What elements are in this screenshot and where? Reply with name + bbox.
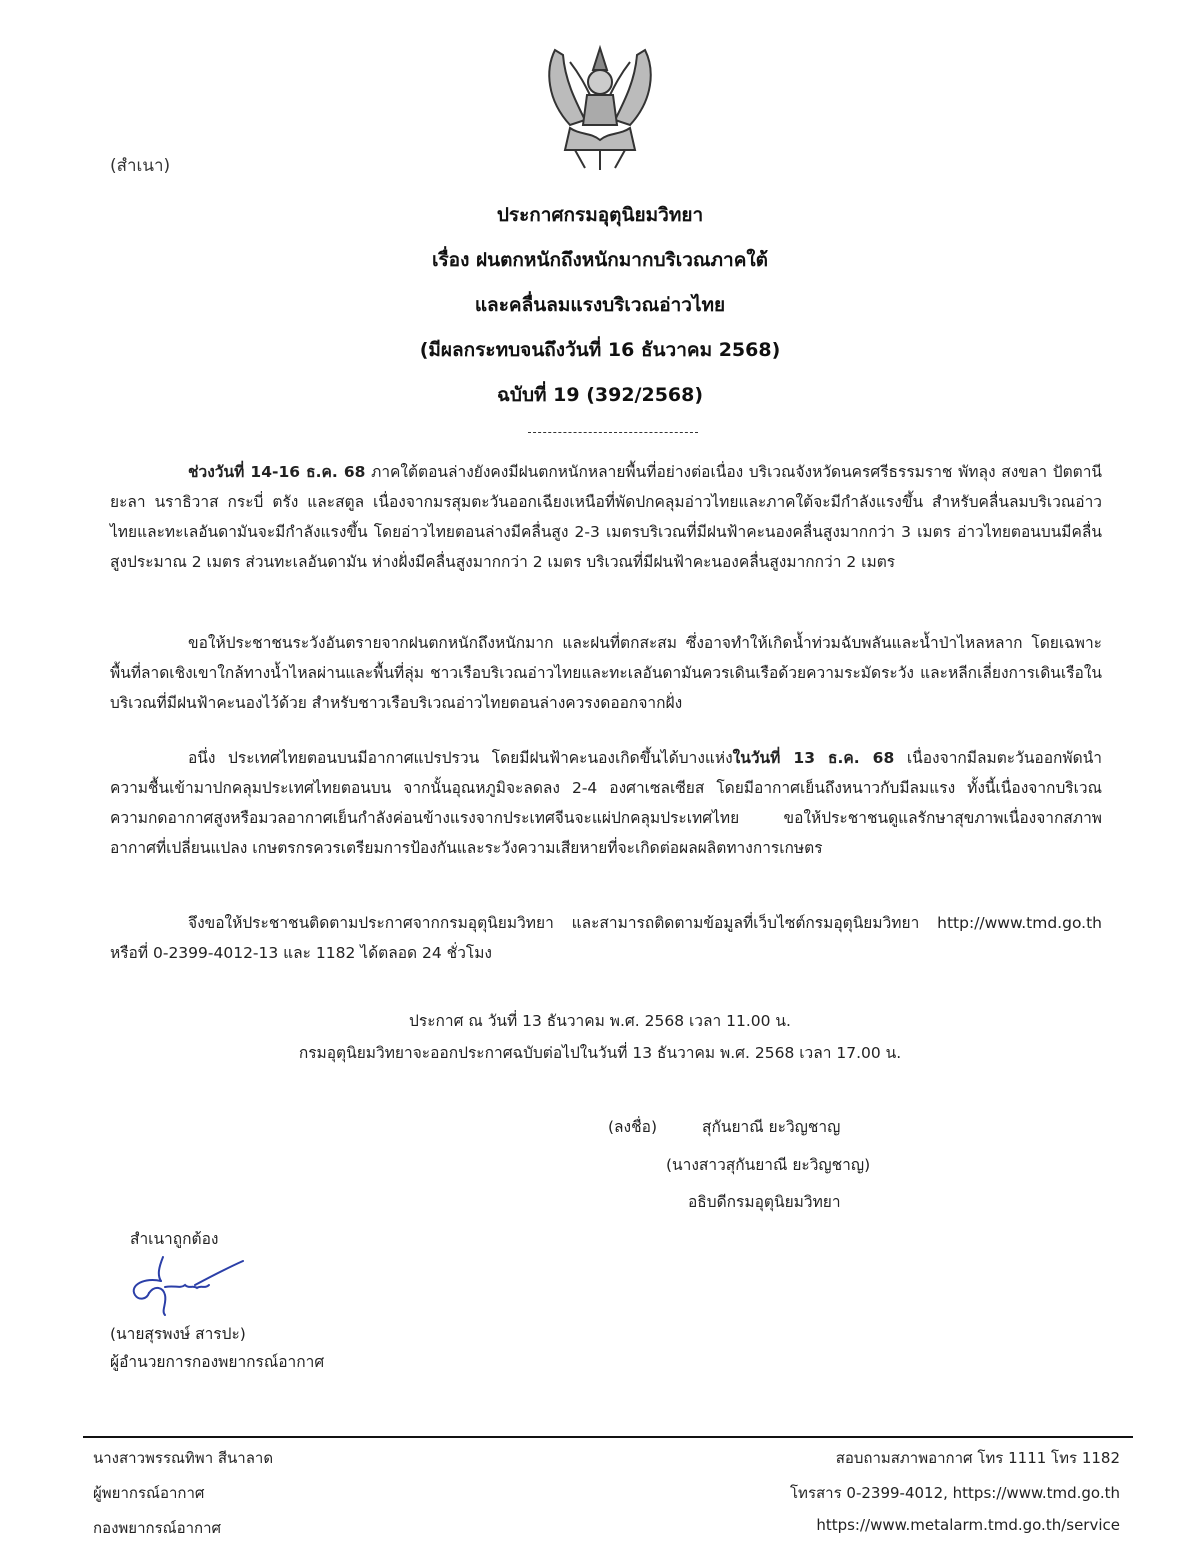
subject-line: เรื่อง ฝนตกหนักถึงหนักมากบริเวณภาคใต้ [431, 249, 769, 271]
signed-label: (ลงชื่อ) [608, 1118, 657, 1136]
copy-mark: (สำเนา) [110, 156, 171, 176]
subject-line-2: และคลื่นลมแรงบริเวณอ่าวไทย [474, 294, 726, 316]
next-issue-date: กรมอุตุนิยมวิทยาจะออกประกาศฉบับต่อไปในวันที่ 13 ธันวาคม พ.ศ. 2568 เวลา 17.00 น. [298, 1044, 902, 1062]
paragraph-contact [110, 908, 1102, 968]
forecaster-title: ผู้พยากรณ์อากาศ [93, 1484, 205, 1502]
certified-copy-label: สำเนาถูกต้อง [130, 1230, 219, 1248]
paragraph-north-weather [110, 743, 1102, 863]
footer-divider [83, 1436, 1133, 1438]
paragraph-warning [110, 628, 1102, 718]
signatory-name: สุกันยาณี ยะวิญชาญ [702, 1118, 841, 1136]
date-range-bold: ช่วงวันที่ 14-16 ธ.ค. 68 [188, 463, 366, 481]
signatory-full-name: (นางสาวสุกันยาณี ยะวิญชาญ) [666, 1156, 871, 1174]
paragraph-text: ขอให้ประชาชนระวังอันตรายจากฝนตกหนักถึงหนักมาก และฝนที่ตกสะสม ซึ่งอาจทำให้เกิดน้ำท่วมฉับพลันและน้ำป่าไหลหลาก โดยเฉพาะพื้นที่ลาดเชิงเขาใกล้ทางน้ำไหลผ่านและพื้นที่ลุ่ม ชาวเรือบริเวณอ่าวไทยและทะเลอันดามันควรเดินเรือด้วยความระมัดระวัง และหลีกเลี่ยงการเดินเรือในบริเวณที่มีฝนฟ้าคะนองไว้ด้วย สำหรับชาวเรือบริเวณอ่าวไทยตอนล่างควรงดออกจากฝั่ง [110, 634, 1102, 712]
contact-fax-website[interactable]: โทรสาร 0-2399-4012, https://www.tmd.go.th [790, 1484, 1120, 1502]
forecaster-division: กองพยากรณ์อากาศ [93, 1519, 222, 1537]
effective-period: (มีผลกระทบจนถึงวันที่ 16 ธันวาคม 2568) [419, 339, 781, 361]
announcement-title: ประกาศกรมอุตุนิยมวิทยา [496, 204, 704, 226]
signatory-title: อธิบดีกรมอุตุนิยมวิทยา [688, 1193, 841, 1211]
issue-number: ฉบับที่ 19 (392/2568) [496, 384, 704, 406]
certifier-title: ผู้อำนวยการกองพยากรณ์อากาศ [110, 1353, 325, 1371]
metalarm-link[interactable]: https://www.metalarm.tmd.go.th/service [816, 1516, 1120, 1534]
paragraph-text: จึงขอให้ประชาชนติดตามประกาศจากกรมอุตุนิยมวิทยา และสามารถติดตามข้อมูลที่เว็บไซต์กรมอุตุนิยมวิทยา http://www.tmd.go.th หรือที่ 0-2399-4012-13 และ 1182 ได้ตลอด 24 ชั่วโมง [110, 914, 1102, 962]
paragraph-text: อนึ่ง ประเทศไทยตอนบนมีอากาศแปรปรวน โดยมีฝนฟ้าคะนองเกิดขึ้นได้บางแห่ง [188, 749, 733, 767]
issued-date: ประกาศ ณ วันที่ 13 ธันวาคม พ.ศ. 2568 เวลา 11.00 น. [409, 1012, 791, 1030]
certifier-name: (นายสุรพงษ์ สารปะ) [110, 1325, 246, 1343]
handwritten-signature-icon [125, 1255, 250, 1320]
forecaster-name: นางสาวพรรณทิพา สีนาลาด [93, 1449, 274, 1467]
contact-phone: สอบถามสภาพอากาศ โทร 1111 โทร 1182 [835, 1449, 1120, 1467]
garuda-emblem-icon [535, 40, 665, 175]
date-bold: ในวันที่ 13 ธ.ค. 68 [732, 749, 895, 767]
paragraph-forecast-south [110, 457, 1102, 577]
paragraph-text: เนื่องจากมีลมตะวันออกพัดนำความชื้นเข้ามาปกคลุมประเทศไทยตอนบน จากนั้นอุณหภูมิจะลดลง 2-4 องศาเซลเซียส โดยมีอากาศเย็นถึงหนาวกับมีลมแรง ทั้งนี้เนื่องจากบริเวณความกดอากาศสูงหรือมวลอากาศเย็นกำลังค่อนข้างแรงจากประเทศจีนจะแผ่ปกคลุมประเทศไทย ขอให้ประชาชนดูแลรักษาสุขภาพเนื่องจากสภาพอากาศที่เปลี่ยนแปลง เกษตรกรควรเตรียมการป้องกันและระวังความเสียหายที่จะเกิดต่อผลผลิตทางการเกษตร [110, 749, 1102, 857]
title-separator [528, 432, 698, 433]
paragraph-text: ภาคใต้ตอนล่างยังคงมีฝนตกหนักหลายพื้นที่อย่างต่อเนื่อง บริเวณจังหวัดนครศรีธรรมราช พัทลุง สงขลา ปัตตานี ยะลา นราธิวาส กระบี่ ตรัง และสตูล เนื่องจากมรสุมตะวันออกเฉียงเหนือที่พัดปกคลุมอ่าวไทยและภาคใต้จะมีกำลังแรงขึ้น สำหรับคลื่นลมบริเวณอ่าวไทยและทะเลอันดามันจะมีกำลังแรงขึ้น โดยอ่าวไทยตอนล่างมีคลื่นสูง 2-3 เมตรบริเวณที่มีฝนฟ้าคะนองคลื่นสูงมากกว่า 3 เมตร อ่าวไทยตอนบนมีคลื่นสูงประมาณ 2 เมตร ส่วนทะเลอันดามัน ห่างฝั่งมีคลื่นสูงมากกว่า 2 เมตร บริเวณที่มีฝนฟ้าคะนองคลื่นสูงมากกว่า 2 เมตร [110, 463, 1102, 571]
